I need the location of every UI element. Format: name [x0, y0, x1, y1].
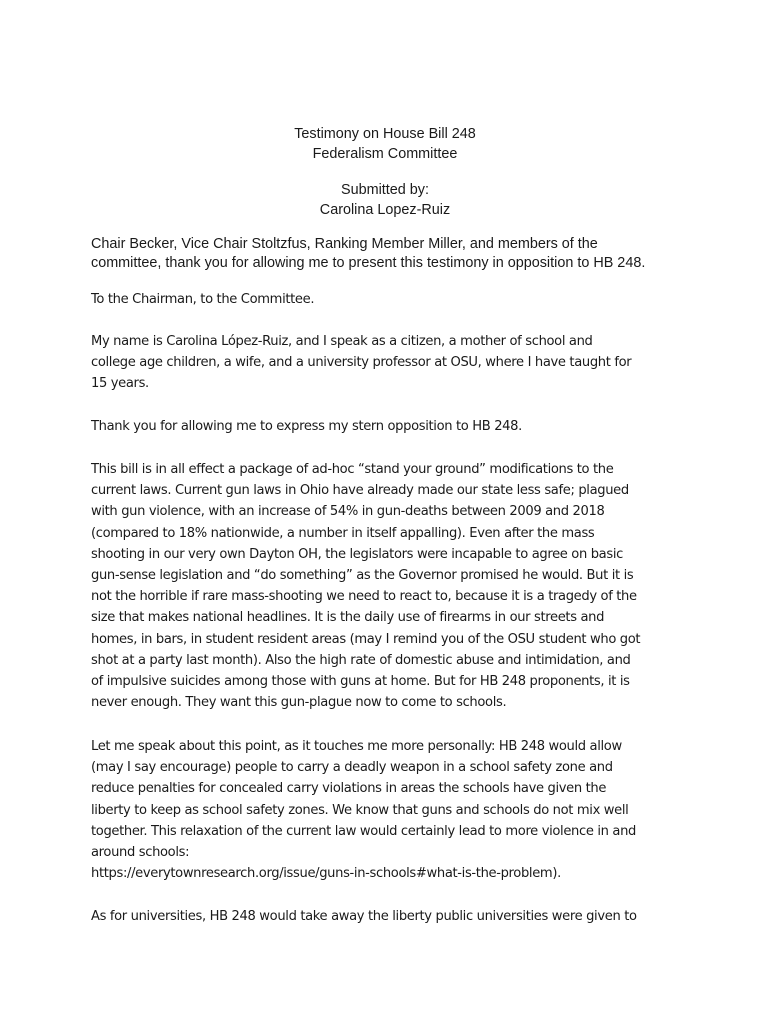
- reference-url: https://everytownresearch.org/issue/guns-in-schools#what-is-the-problem).: [91, 866, 561, 882]
- document-title: [0, 124, 770, 164]
- committee-line: Federalism Committee: [312, 146, 458, 162]
- text-line: reduce penalties for concealed carry violations in areas the schools have given the: [91, 781, 607, 797]
- text-line: shooting in our very own Dayton OH, the legislators were incapable to agree on basic: [91, 546, 623, 562]
- text-line: To the Chairman, to the Committee.: [91, 292, 315, 307]
- text-line: with gun violence, with an increase of 54% in gun-deaths between 2009 and 2018: [91, 504, 605, 520]
- text-line: gun-sense legislation and “do something” as the Governor promised he would. But it is: [91, 568, 634, 584]
- salutation-paragraph: [91, 235, 691, 273]
- submitted-label: Submitted by:: [341, 182, 429, 198]
- submitted-by-block: [0, 180, 770, 220]
- text-line: Thank you for allowing me to express my stern opposition to HB 248.: [91, 419, 522, 434]
- text-line: shot at a party last month). Also the high rate of domestic abuse and intimidation, and: [91, 652, 631, 668]
- paragraph-universities: [91, 906, 691, 927]
- text-line: never enough. They want this gun-plague now to come to schools.: [91, 695, 507, 711]
- title-line: Testimony on House Bill 248: [294, 126, 476, 142]
- paragraph-bill-description: [91, 459, 691, 713]
- text-line: As for universities, HB 248 would take away the liberty public universities were given to: [91, 909, 637, 924]
- text-line: This bill is in all effect a package of ad-hoc “stand your ground” modifications to the: [91, 462, 614, 477]
- text-line: homes, in bars, in student resident areas (may I remind you of the OSU student who got: [91, 631, 641, 647]
- text-line: around schools:: [91, 845, 190, 861]
- paragraph-address: [91, 289, 691, 310]
- text-line: liberty to keep as school safety zones. We know that guns and schools do not mix well: [91, 802, 629, 818]
- text-line: together. This relaxation of the current law would certainly lead to more violence in and: [91, 823, 636, 839]
- text-line: college age children, a wife, and a university professor at OSU, where I have taught for: [91, 355, 632, 371]
- paragraph-schools: [91, 736, 691, 884]
- text-line: Chair Becker, Vice Chair Stoltzfus, Ranking Member Miller, and members of the: [91, 236, 598, 252]
- author-name: Carolina Lopez-Ruiz: [319, 202, 451, 218]
- text-line: (compared to 18% nationwide, a number in itself appalling). Even after the mass: [91, 525, 595, 541]
- text-line: (may I say encourage) people to carry a deadly weapon in a school safety zone and: [91, 760, 613, 776]
- text-line: not the horrible if rare mass-shooting we need to react to, because it is a tragedy of the: [91, 589, 637, 605]
- text-line: committee, thank you for allowing me to present this testimony in opposition to HB 248.: [91, 255, 646, 271]
- paragraph-introduction: [91, 331, 691, 395]
- text-line: My name is Carolina López-Ruiz, and I speak as a citizen, a mother of school and: [91, 334, 593, 349]
- text-line: of impulsive suicides among those with guns at home. But for HB 248 proponents, it is: [91, 674, 630, 690]
- text-line: current laws. Current gun laws in Ohio have already made our state less safe; plagued: [91, 483, 629, 499]
- text-line: 15 years.: [91, 376, 149, 392]
- text-line: Let me speak about this point, as it touches me more personally: HB 248 would allow: [91, 739, 622, 754]
- paragraph-opposition: [91, 416, 691, 437]
- text-line: size that makes national headlines. It is the daily use of firearms in our streets and: [91, 610, 605, 626]
